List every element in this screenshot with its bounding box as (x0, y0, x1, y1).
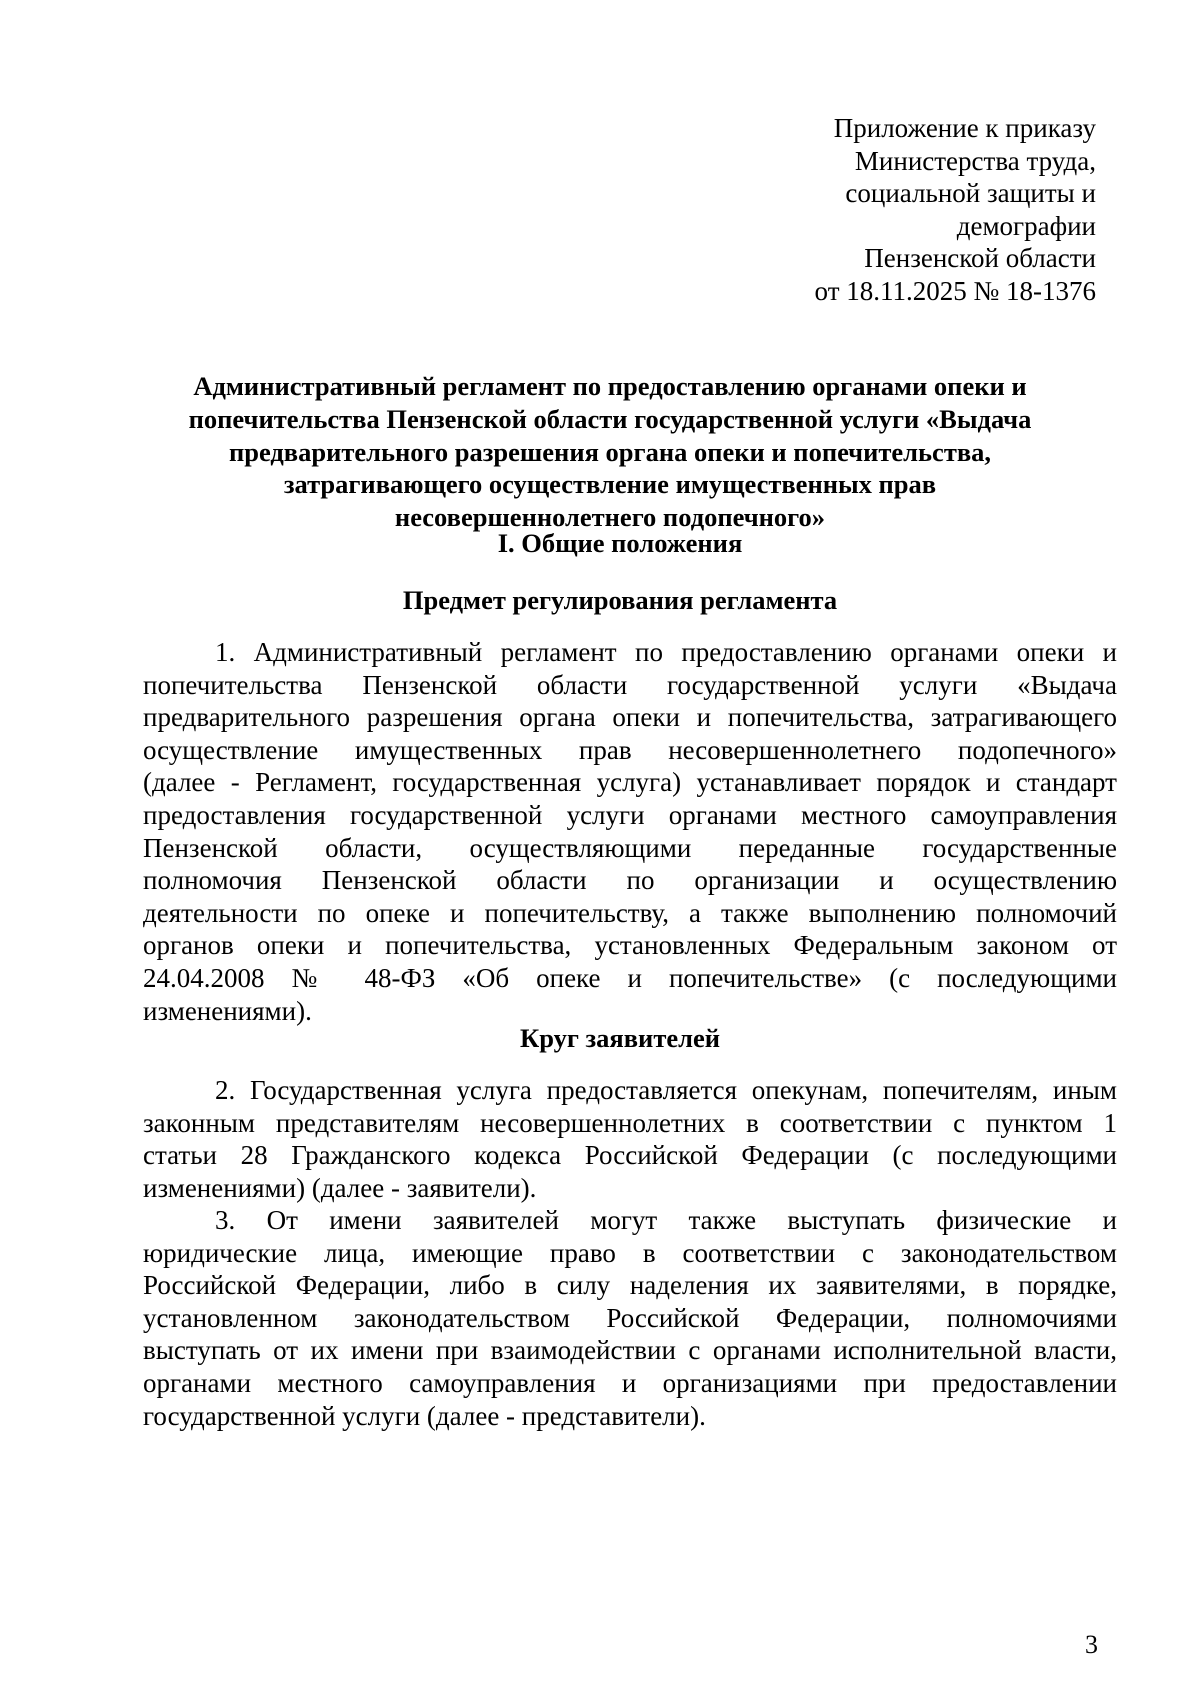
paragraph-line: 2. Государственная услуга предоставляется опекунам, попечителям, иным (215, 1075, 1117, 1105)
paragraph-line: статьи 28 Гражданского кодекса Российской Федерации (с последующими (143, 1140, 1117, 1171)
title-line: попечительства Пензенской области государственной услуги «Выдача (188, 403, 1032, 434)
document-title (150, 370, 1070, 534)
paragraph-line: изменениями). (143, 995, 312, 1026)
approval-line: Пензенской области (864, 243, 1096, 274)
paragraph-line: установленном законодательством Российской Федерации, полномочиями (143, 1302, 1117, 1333)
title-line: Административный регламент по предоставлению органами опеки и (193, 371, 1027, 401)
paragraph-2 (143, 1074, 1117, 1204)
subsection-heading-applicants: Круг заявителей (519, 1023, 720, 1053)
paragraph-line: 1. Административный регламент по предоставлению органами опеки и (215, 637, 1117, 667)
approval-line: социальной защиты и (845, 178, 1096, 209)
approval-line: демографии (956, 210, 1096, 241)
paragraph-line: деятельности по опеке и попечительству, а также выполнению полномочий (143, 897, 1117, 928)
paragraph-1 (143, 636, 1117, 1027)
paragraph-line: государственной услуги (далее - представители). (143, 1400, 706, 1431)
page-number: 3 (1085, 1630, 1098, 1659)
paragraph-line: Российской Федерации, либо в силу наделения их заявителями, в порядке, (143, 1270, 1117, 1301)
paragraph-line: попечительства Пензенской области государственной услуги «Выдача (143, 669, 1117, 700)
paragraph-line: предоставления государственной услуги органами местного самоуправления (143, 799, 1117, 830)
paragraph-line: 24.04.2008 № 48-ФЗ «Об опеке и попечительстве» (с последующими (143, 962, 1117, 993)
approval-block (676, 112, 1096, 308)
approval-order-number: от 18.11.2025 № 18-1376 (814, 275, 1096, 306)
paragraph-line: 3. От имени заявителей могут также выступать физические и (215, 1205, 1117, 1235)
title-line: затрагивающего осуществление имущественных прав (283, 469, 937, 500)
paragraph-line: предварительного разрешения органа опеки и попечительства, затрагивающего (143, 702, 1117, 733)
subsection-heading-subject: Предмет регулирования регламента (402, 585, 838, 615)
paragraph-line: (далее - Регламент, государственная услуга) устанавливает порядок и стандарт (143, 767, 1117, 798)
approval-line: Министерства труда, (854, 145, 1096, 176)
paragraph-line: Пензенской области, осуществляющими переданные государственные (143, 832, 1117, 863)
paragraph-line: органами местного самоуправления и организациями при предоставлении (143, 1367, 1117, 1398)
title-line: предварительного разрешения органа опеки и попечительства, (228, 436, 992, 467)
title-line: несовершеннолетнего подопечного» (394, 502, 826, 533)
paragraph-line: выступать от их имени при взаимодействии с органами исполнительной власти, (143, 1335, 1117, 1366)
section-heading-general: I. Общие положения (497, 528, 743, 558)
paragraph-line: осуществление имущественных прав несовершеннолетнего подопечного» (143, 734, 1117, 765)
paragraph-line: изменениями) (далее - заявители). (143, 1172, 537, 1203)
paragraph-line: полномочия Пензенской области по организации и осуществлению (143, 865, 1117, 896)
approval-line: Приложение к приказу (833, 113, 1096, 143)
paragraph-line: законным представителям несовершеннолетних в соответствии с пунктом 1 (143, 1107, 1117, 1138)
paragraph-line: органов опеки и попечительства, установленных Федеральным законом от (143, 930, 1117, 961)
paragraph-3 (143, 1204, 1117, 1432)
paragraph-line: юридические лица, имеющие право в соответствии с законодательством (143, 1237, 1117, 1268)
